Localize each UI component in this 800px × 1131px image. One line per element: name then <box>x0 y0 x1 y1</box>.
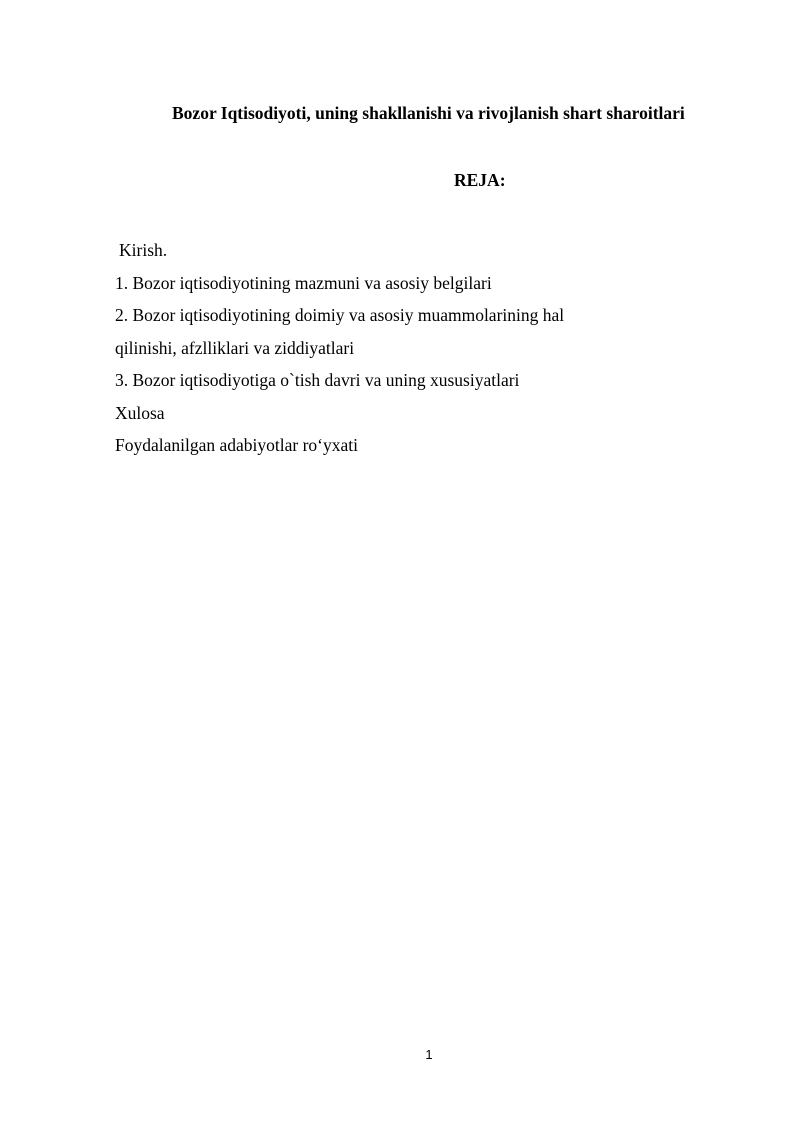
plan-item-2: 2. Bozor iqtisodiyotining doimiy va asosiy muammolarining hal <box>115 305 565 325</box>
plan-item-1: 1. Bozor iqtisodiyotining mazmuni va asosiy belgilari <box>115 272 492 293</box>
plan-heading: REJA: <box>454 170 506 190</box>
plan-item-3: 3. Bozor iqtisodiyotiga o`tish davri va uning xususiyatlari <box>115 370 520 390</box>
document-title: Bozor Iqtisodiyoti, uning shakllanishi va rivojlanish shart sharoitlari <box>172 103 685 123</box>
plan-item-references: Foydalanilgan adabiyotlar ro‘yxati <box>115 435 358 455</box>
page-number: 1 <box>425 1047 433 1062</box>
plan-list <box>115 234 735 462</box>
plan-item-introduction: Kirish. <box>119 240 168 260</box>
plan-item-2-continued: qilinishi, afzlliklari va ziddiyatlari <box>115 337 355 358</box>
plan-item-conclusion: Xulosa <box>115 402 165 423</box>
